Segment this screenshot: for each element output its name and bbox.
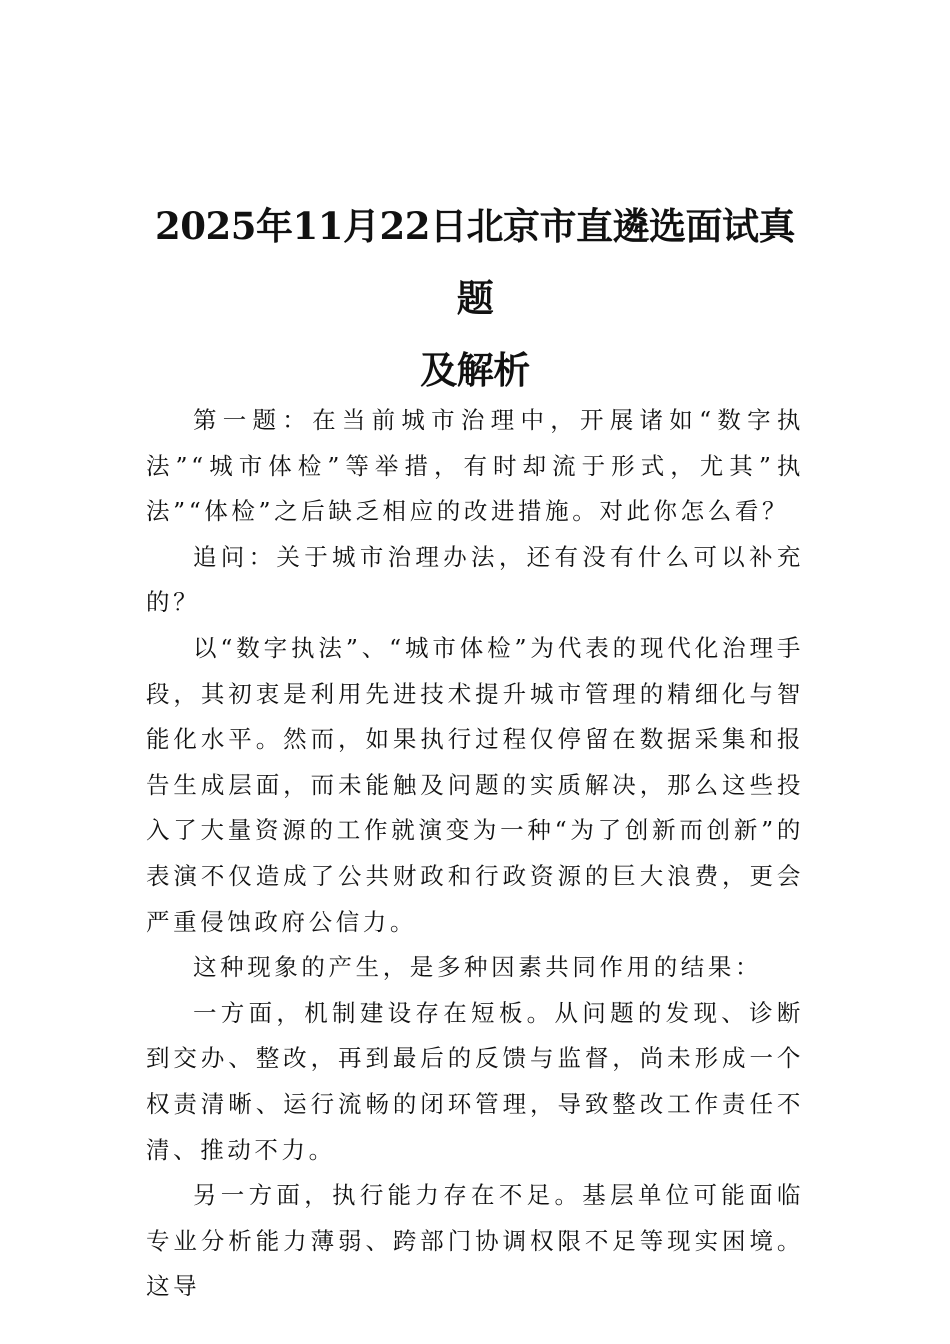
title-line-2: 及解析 — [420, 348, 530, 392]
title-line-1: 2025年11月22日北京市直遴选面试真题 — [155, 204, 795, 320]
question-paragraph: 第一题：在当前城市治理中，开展诸如“数字执法”“城市体检”等举措，有时却流于形式，尤其”执法”“体检”之后缺乏相应的改进措施。对此你怎么看？ — [146, 406, 804, 526]
document-title — [140, 190, 810, 406]
mechanism-paragraph: 一方面，机制建设存在短板。从问题的发现、诊断到交办、整改，再到最后的反馈与监督，尚未形成一个权责清晰、运行流畅的闭环管理，导致整改工作责任不清、推动不力。 — [146, 998, 804, 1164]
document-body — [146, 398, 804, 1310]
causes-intro-paragraph: 这种现象的产生，是多种因素共同作用的结果： — [193, 953, 763, 982]
execution-paragraph: 另一方面，执行能力存在不足。基层单位可能面临专业分析能力薄弱、跨部门协调权限不足等现实困境。这导 — [146, 1181, 804, 1301]
follow-up-question: 追问：关于城市治理办法，还有没有什么可以补充的？ — [146, 542, 804, 617]
analysis-paragraph: 以“数字执法”、“城市体检”为代表的现代化治理手段，其初衷是利用先进技术提升城市管理的精细化与智能化水平。然而，如果执行过程仅停留在数据采集和报告生成层面，而未能触及问题的实质解决，那么这些投入了大量资源的工作就演变为一种“为了创新而创新”的表演不仅造成了公共财政和行政资源的巨大浪费，更会严重侵蚀政府公信力。 — [146, 633, 804, 936]
